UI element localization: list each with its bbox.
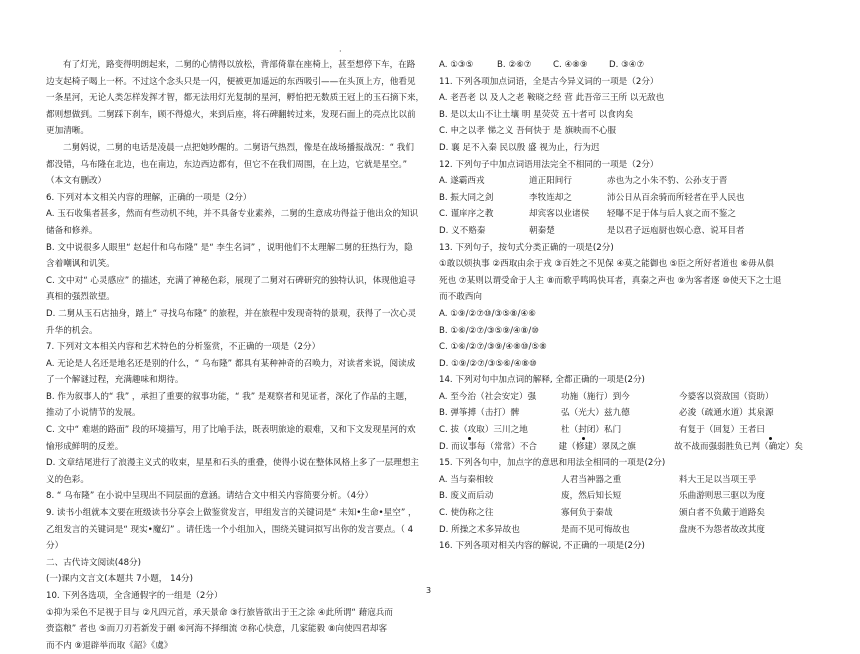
option-cell: 故不战而强弱胜负已判（确定）矣 [674,441,803,452]
left-text-line: 含着嘲讽和讥笑。 [46,259,115,270]
right-text-line: A. ①⑨/②⑦⑩/③⑤⑧/④⑥ [439,308,536,319]
left-text-line: B. 文中说很多人眼里“ 赵起什和乌布隆” 是“ 李生名词” ，说明他们不太理解二舅的狂热行为，隐 [46,242,413,253]
option-cell: A. ①③⑤ [439,60,474,70]
right-option-row [439,422,821,439]
right-text-line: B. 是以太山不让土壤 明 星荧荧 五十者可 以食肉矣 [439,109,634,120]
option-cell: 是而不见可悔故也 [561,524,630,535]
option-cell: 废，然后知长短 [561,491,622,502]
option-cell: D. 所操之术多异故也 [439,524,520,535]
left-text-line: C. 文中对“ 心灵感应” 的描述，充满了神秘色彩，展现了二舅对石碑研究的独特认识，体现他追寻 [46,275,416,286]
left-text-line: D. 二舅从玉石店抽身，踏上“ 寻找乌布隆” 的旅程，并在旅程中发现奇特的景观，获得了一次心灵 [46,308,417,319]
option-cell: 有复于（回复）王者曰 [679,425,765,436]
right-text-line: 12. 下列句子中加点词语用法完全不相同的一项是（2分） [439,159,659,170]
left-text-line: 乙组发言的关键词是“ 现实•魔幻” 。请任选一个小组加入，围绕关键词拟写出你的发言要点。（ 4 [46,524,414,535]
left-text-line: 真相的强烈欲望。 [46,292,115,303]
right-text-line: C. 申之以孝 悌之义 吾何快于 是 旗映而不心服 [439,126,617,137]
right-option-row [439,223,821,240]
left-text-line: A. 无论是人名还是地名还是别的什么，“ 乌布隆” 都具有某种神奇的召唤力，对读者来说，阅读成 [46,358,416,369]
emphasis-dot [582,437,585,440]
right-option-row [439,173,821,190]
right-text-line: 13. 下列句子，按句式分类正确的一项是(2分) [439,242,614,253]
left-text-line: 9. 读书小组就本文要在班级读书分享会上做鉴赏发言，甲组发言的关键词是“ 未知•生命•星空” ， [46,508,417,519]
option-cell: D. 义不赂秦 [439,225,486,236]
right-option-row [439,190,821,207]
left-text-line: ①抑为采色不足视于目与 ②凡四元首，承天景命 ③行旅皆欲出于王之涂 ④此所谓“ 藉寇兵而 [46,607,393,618]
option-cell: 必浚（疏通水道）其泉源 [679,408,774,419]
left-text-line: 义的色彩。 [46,474,89,485]
option-cell: 赤也为之小 [607,176,650,187]
right-option-row [439,206,821,223]
option-cell: C. 拔（攻取）三川之地 [439,425,528,436]
left-text-line: 愉形成鲜明的反差。 [46,441,124,452]
left-text-line: A. 玉石收集者甚多，然而有些动机不纯，并不具备专业素养，二舅的生意成功得益于他出众的知识 [46,209,419,220]
option-cell: 料大王足以当项王乎 [679,474,757,485]
right-option-row [439,488,821,505]
option-cell: A. 遂霸西戎 [439,176,485,187]
right-text-line: B. ①⑥/②⑦/③⑤⑨/④⑧/⑩ [439,325,539,336]
option-cell: A. 当与秦相较 [439,474,494,485]
right-text-line: ①敢以烦执事 ②西取由余于戎 ③百姓之不见保 ④莫之能御也 ⑤臣之所好者道也 ⑥毋从俱 [439,259,774,270]
left-text-line: 二、古代诗文阅读(48分) [46,557,141,568]
right-column [439,57,821,555]
left-text-line: D. 文章结尾进行了浪漫主义式的收束，星星和石头的重叠，使得小说在整体风格上多了一层理想主 [46,458,420,469]
option-cell: C. 谨庠序之教 [439,209,494,220]
right-text-line: A. 老吾老 以 及人之老 鞍晓之经 营 此吾帝三王所 以无敌也 [439,93,665,104]
option-cell: 弘（光大）兹九德 [561,408,630,419]
left-text-line: 升华的机会。 [46,325,98,336]
right-text-line: 15. 下列各句中，加点字的意思和用法全相同的一项是(2分) [439,458,666,469]
option-cell: D. 而议事每（常常）不合 [439,441,538,452]
left-text-line: 了一个解谜过程，充满趣味和期待。 [46,375,184,386]
right-text-line: D. 襄 足不入秦 民以殷 盛 视为止，行为迟 [439,142,600,153]
emphasis-dot [468,437,471,440]
option-cell: 道正阳间行 [529,176,572,187]
left-text-line: 二舅妈说，二舅的电话是凌晨一点把她吵醒的。二舅语气热烈，像是在战场播报战况：“ 我们 [63,142,414,153]
left-text-line: 有了灯光，路变得明朗起来，二舅的心情得以放松，背部倚靠在座椅上，甚至想停下车，在路 [63,60,416,70]
page-number: 3 [426,586,432,595]
left-text-line: 都没错，乌布隆在北边，也在南边，东边西边都有，但它不在我们周围，在上边，它就是星空。” [46,159,408,170]
option-cell: 乐曲游则思三驱以为度 [679,491,765,502]
left-text-line: 6. 下列对本文相关内容的理解，正确的一项是（2分） [46,192,252,203]
right-option-row [439,389,821,406]
option-cell: B. 振大同之剑 [439,192,494,203]
option-cell: 而所轻者在乎人民也 [667,192,745,203]
left-text-line: 10. 下列各选项，全含通假字的一组是（2分） [46,591,223,601]
left-text-line: 7. 下列对文本相关内容和艺术特色的分析鉴赏，不正确的一项是（2分） [46,342,321,353]
right-option-row [439,57,821,74]
right-option-row [439,522,821,539]
emphasis-dot [769,437,772,440]
option-cell: A. 至今治（社会安定）强 [439,391,537,402]
right-text-line: 死也 ⑦某则以谓受命于人主 ⑧而歌乎鸣呜快耳者，真秦之声也 ⑨为客者逐 ⑩使天下之士退 [439,275,782,286]
right-text-line: 16. 下列各项对相关内容的解说, 不正确的一项是(2分) [439,541,645,552]
left-text-line: 边支起椅子喝上一杯。不过这个念头只是一闪，便被更加遥远的东西吸引——在头顶上方，他看见 [46,76,416,87]
left-text-line: 分） [46,541,64,552]
option-cell: 建（修建）翠凤之旗 [558,441,636,452]
left-text-line: 8. “ 乌布隆” 在小说中呈现出不同层面的意涵。请结合文中相关内容简要分析。（4分） [46,491,374,502]
option-cell: 盘庚不为怨者故改其度 [679,524,765,535]
option-cell: 却宾客以业诸侯 [529,209,590,220]
left-text-line: 一条星河，无论人类怎样发挥才智，都无法用灯光复制的星河，孵怕把无数质王冠上的玉石摘下来， [46,93,425,104]
right-text-line: C. ①⑥/②⑦/③⑨/④⑧⑩/⑤⑧ [439,342,547,353]
option-cell: 朝秦楚 [529,225,555,236]
left-text-line: （本文有删改） [46,176,107,187]
right-text-line: 14. 下列对句中加点词的解释, 全都正确的一项是(2分) [439,375,645,386]
left-text-line: 更加清晰。 [46,126,89,137]
option-cell: C. 使伪称之往 [439,508,494,519]
left-text-line: 储备和修养。 [46,225,98,236]
top-mark: · [339,47,342,56]
left-text-line: 而不内 ⑨退辟举而取《韶》《虞》 [46,640,173,651]
option-cell: D. ③④⑦ [609,60,645,70]
option-cell: 朱不豹、公孙支于晋 [649,176,728,187]
right-text-line: 而不敢西向 [439,292,482,303]
option-cell: B. 弹筝搏（击打）髀 [439,408,520,419]
option-cell: 是以君子远庖厨也 [607,225,676,236]
left-text-line: 都则想做到。二舅踩下刹车，顾不得熄火，来到后座，将石碑翻转过来，发现石面上的亮点比以前 [46,109,416,120]
left-text-line: 推动了小说情节的发展。 [46,408,141,419]
option-cell: 颁白者不负戴于道路矣 [679,508,765,519]
option-cell: 杜（封闭）私门 [561,425,622,436]
option-cell: 人君当神器之重 [561,474,622,485]
left-text-line: 赍盗粮” 者也 ⑤而刀刃若新发于硎 ⑥河海不择细流 ⑦称心快意，几家能毅 ⑧向使四君却客 [46,624,388,635]
option-cell: 功施（施行）到今 [561,391,630,402]
right-text-line: 11. 下列各项加点词语，全是古今异义词的一项是（2分） [439,76,659,87]
right-text-line: D. ①⑨/②⑦/③⑤⑥/④⑧⑩ [439,358,537,369]
right-option-row [439,405,821,422]
option-cell: B. ②⑥⑦ [497,60,532,70]
option-cell: 今婆客以资敌国（资助） [679,391,774,402]
left-column [46,57,426,654]
right-option-row [439,505,821,522]
option-cell: C. ④⑧⑨ [553,60,588,70]
option-cell: 后人哀之而不鉴之 [667,209,736,220]
option-cell: 李牧连却之 [529,192,572,203]
option-cell: 轻曝不足于体与 [607,209,668,220]
right-option-row [439,472,821,489]
left-text-line: B. 作为叙事人的“ 我” ，承担了重要的叙事功能，“ 我” 是观察者和见证者，深化了作品的主题， [46,391,413,402]
option-cell: 寡何负于秦哉 [561,508,613,519]
option-cell: B. 废义而后动 [439,491,494,502]
option-cell: 娱心意、说耳目者 [675,225,745,236]
left-text-line: C. 文中“ 难堪的路面” 段的环境描写，用了比喻手法，既表明旅途的艰难，又和下文发现星河的欢 [46,425,416,436]
option-cell: 沛公日从百余骑 [607,192,668,203]
left-text-line: (一)课内文言文(本题共 7小题， 14分) [46,574,193,585]
right-option-row [439,439,821,456]
